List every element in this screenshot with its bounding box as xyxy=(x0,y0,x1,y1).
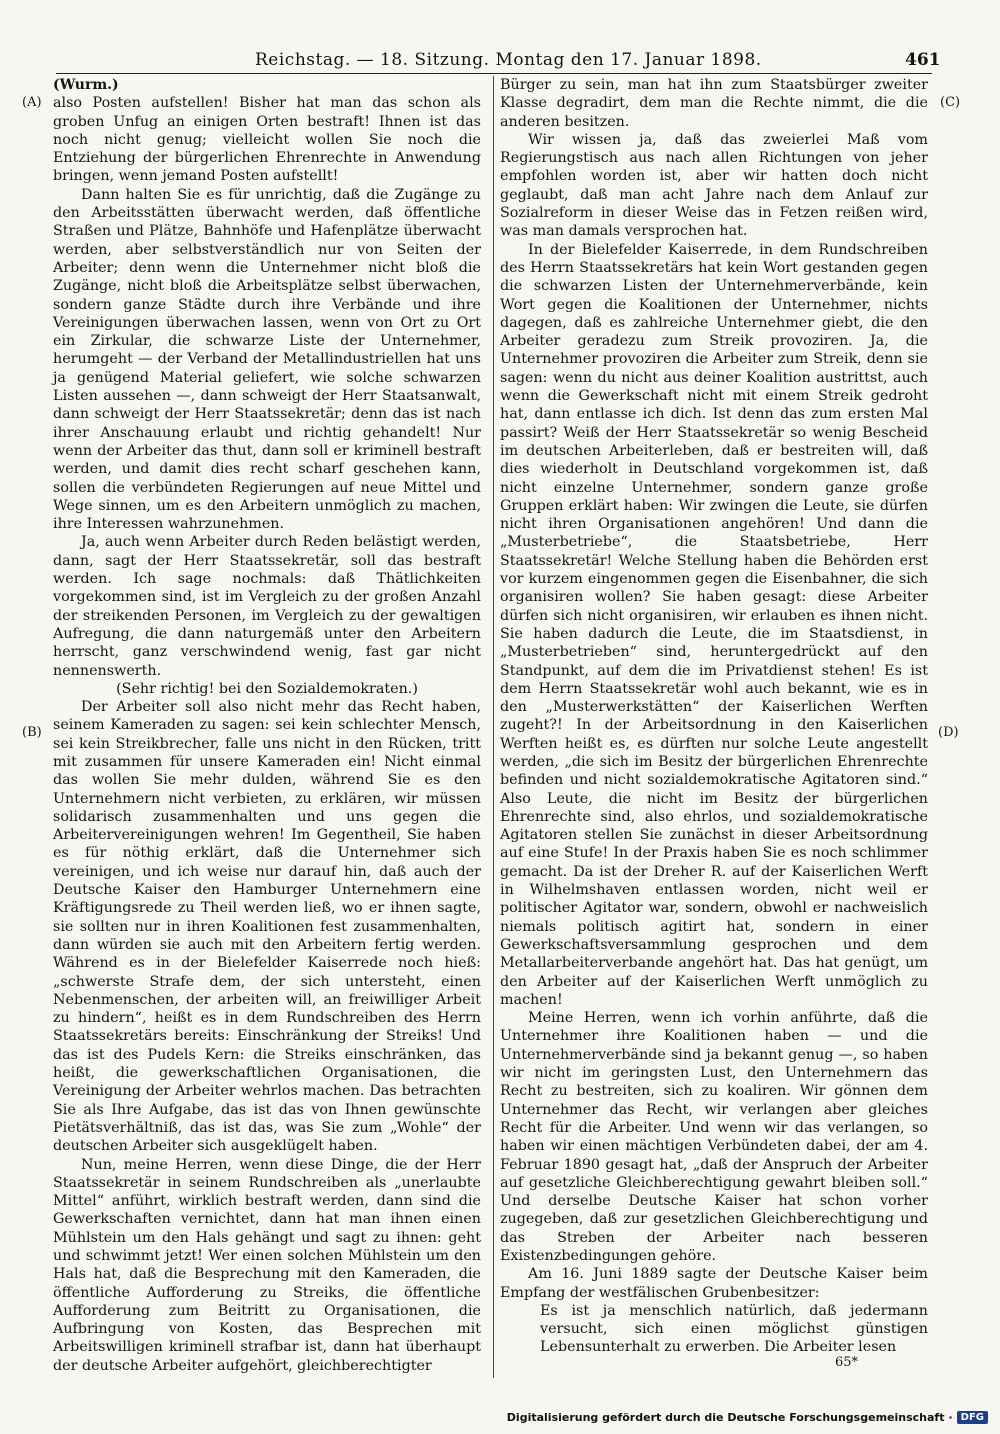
sheet-mark: 65* xyxy=(835,1355,859,1370)
speaker-name: (Wurm.) xyxy=(53,77,119,93)
left-column xyxy=(53,76,481,1375)
paragraph: Der Arbeiter soll also nicht mehr das Recht haben, seinem Kameraden zu sagen: sei kein schlechter Mensch, sei kein Streikbrecher, falle uns nicht in den Rücken, tritt mit zusammen für unsere Kameraden ein! Nicht einmal das wollen Sie mehr dulden, während Sie es den Unternehmern nicht verbieten, zu erklären, wir müssen solidarisch zusammenhalten und uns gegen die Arbeitervereinigungen wehren! Im Gegentheil, Sie haben es für nöthig erklärt, daß die Unternehmer sich vereinigen, und ich weise nur darauf hin, daß auch der Deutsche Kaiser den Hamburger Unternehmern eine Kräftigungsrede zu Theil werden ließ, wo er ihnen sagte, sie sollten nur in ihren Koalitionen fest zusammenhalten, dann würden sie auch mit den Arbeitern fertig werden. Während es in der Bielefelder Kaiserrede noch hieß: „schwerste Strafe dem, der sich untersteht, einen Nebenmenschen, der arbeiten will, an freiwilliger Arbeit zu hindern“, heißt es in dem Rundschreiben des Herrn Staatssekretärs bereits: Einschränkung der Streiks! Und das ist des Pudels Kern: die Streiks einschränken, das heißt, die gewerkschaftlichen Organisationen, die Vereinigung der Arbeiter wehrlos machen. Das betrachten Sie als Ihre Aufgabe, das ist das von Ihnen gewünschte Pietätsverhältniß, das ist das, was Sie zum „Wohle“ der deutschen Arbeiter sich ausgeklügelt haben. xyxy=(53,699,481,1155)
paragraph: Am 16. Juni 1889 sagte der Deutsche Kaiser beim Empfang der westfälischen Grubenbesitzer: xyxy=(500,1266,928,1301)
paragraph: Bürger zu sein, man hat ihn zum Staatsbürger zweiter Klasse degradirt, dem man die Rechte nimmt, die die anderen besitzen. xyxy=(500,77,928,130)
paragraph: Ja, auch wenn Arbeiter durch Reden belästigt werden, dann, sagt der Herr Staatssekretär, soll das bestraft werden. Ich sage nochmals: daß Thätlichkeiten vorgekommen sind, ist im Vergleich zu der großen Anzahl der streikenden Personen, im Vergleich zu der gewaltigen Aufregung, die dann naturgemäß unter den Arbeitern herrscht, ganz verschwindend wenig, fast gar nicht nennenswerth. xyxy=(53,534,481,679)
right-column xyxy=(500,76,928,1357)
paragraph: In der Bielefelder Kaiserrede, in dem Rundschreiben des Herrn Staatssekretärs hat kein Wort gestanden gegen die schwarzen Listen der Unternehmerverbände, kein Wort gegen die Koalitionen der Unternehmer, nichts dagegen, daß es zahlreiche Unternehmer giebt, die den Arbeiter geradezu zum Streik provoziren. Ja, die Unternehmer provoziren die Arbeiter zum Streik, denn sie sagen: wenn du nicht aus deiner Koalition austrittst, auch wenn die Gewerkschaft nicht mit einem Streik gedroht hat, dann entlasse ich dich. Ist denn das zum ersten Mal passirt? Weiß der Herr Staatssekretär so wenig Bescheid im deutschen Arbeiterleben, daß er bestreiten will, daß dies wiederholt in Deutschland vorgekommen ist, daß nicht einzelne Unternehmer, sondern ganze große Gruppen erklärt haben: Wir zwingen die Leute, sie dürfen nicht ihren Organisationen angehören! Und dann die „Musterbetriebe“, die Staatsbetriebe, Herr Staatssekretär! Welche Stellung haben die Behörden erst vor kurzem eingenommen gegen die Eisenbahner, die sich organisiren wollen? Sie haben gesagt: diese Arbeiter dürfen sich nicht organisiren, wir erlauben es ihnen nicht. Sie haben dadurch die Leute, die im Staatsdienst, in „Musterbetrieben“ sind, heruntergedrückt auf den Standpunkt, auf dem die im Privatdienst stehen! Es ist dem Herrn Staatssekretär wohl auch bekannt, wie es in den „Musterwerkstätten“ der Kaiserlichen Werften zugeht?! In der Arbeitsordnung in den Kaiserlichen Werften heißt es, es dürften nur solche Leute angestellt werden, „die sich im Besitz der bürgerlichen Ehrenrechte befinden und nicht sozialdemokratische Agitatoren sind.“ Also Leute, die nicht im Besitz der bürgerlichen Ehrenrechte sind, also ehrlos, und sozialdemokratische Agitatoren stellen Sie zunächst in dieser Arbeitsordnung auf eine Stufe! In der Praxis haben Sie es noch schlimmer gemacht. Da ist der Dreher R. auf der Kaiserlichen Werft in Wilhelmshaven entlassen worden, nicht weil er politischer Agitator war, sondern, obwohl er nachweislich niemals politisch agitirt hat, sondern in einer Gewerkschaftsversammlung gesprochen und dem Metallarbeiterverbande angehört hat. Das hat genügt, um den Arbeiter auf der Kaiserlichen Werft unmöglich zu machen! xyxy=(500,241,928,1008)
paragraph: Dann halten Sie es für unrichtig, daß die Zugänge zu den Arbeitsstätten überwacht werden, daß öffentliche Straßen und Plätze, Bahnhöfe und Hafenplätze überwacht werden, aber selbstverständlich nur von Seiten der Arbeiter; denn wenn die Unternehmer nicht bloß die Zugänge, nicht bloß die Arbeitsplätze selbst überwachen, sondern ganze Städte durch ihre Verbände und ihre Vereinigungen überwachen lassen, wenn von Ort zu Ort ein Zirkular, die schwarze Liste der Unternehmer, herumgeht — der Verband der Metallindustriellen hat uns ja genügend Material geliefert, wie solche schwarzen Listen aussehen —, dann schweigt der Herr Staatsanwalt, dann schweigt der Herr Staatssekretär; denn das ist nach ihrer Anschauung erlaubt und richtig gehandelt! Nur wenn der Arbeiter das thut, dann soll er kriminell bestraft werden, und damit dies recht scharf geschehen kann, sollen die verbündeten Regierungen auf neue Mittel und Wege sinnen, um es den Arbeitern unmöglich zu machen, ihre Interessen wahrzunehmen. xyxy=(53,186,481,533)
credit-text: Digitalisierung gefördert durch die Deutsche Forschungsgemeinschaft xyxy=(506,1411,945,1424)
interjection: (Sehr richtig! bei den Sozialdemokraten.) xyxy=(116,680,418,697)
header-title: Reichstag. — 18. Sitzung. Montag den 17. Januar 1898. xyxy=(255,50,762,70)
margin-marker-b: (B) xyxy=(22,725,42,740)
paragraph: Wir wissen ja, daß das zweierlei Maß vom Regierungstisch aus nach allen Richtungen von jeher empfohlen worden ist, aber wir hatten doch nicht geglaubt, daß man acht Jahre nach dem Anlauf zur Sozialreform in dieser Weise das in Fetzen reißen wird, was man damals versprochen hat. xyxy=(500,131,928,240)
separator-dot: · xyxy=(948,1411,953,1424)
header-rule xyxy=(56,73,932,74)
paragraph: Nun, meine Herren, wenn diese Dinge, die der Herr Staatssekretär in seinem Rundschreiben als „unerlaubte Mittel“ anführt, wirklich bestraft werden, dann sind die Gewerkschaften vernichtet, dann hat man ihnen einen Mühlstein um den Hals gehängt und sagt zu ihnen: geht und schwimmt jetzt! Wer einen solchen Mühlstein um den Hals hat, daß die Besprechung mit den Kameraden, die öffentliche Aufforderung zu Streiks, die öffentliche Aufforderung zum Beitritt zu Organisationen, die Aufbringung von Kosten, das Besprechen mit Arbeitswilligen kriminell strafbar ist, dann hat überhaupt der deutsche Arbeiter aufgehört, gleichberechtigter xyxy=(53,1156,481,1374)
paragraph: also Posten aufstellen! Bisher hat man das schon als groben Unfug an einigen Orten bestraft! Ihnen ist das noch nicht genug; vielleicht wollen Sie noch die Entziehung der bürgerlichen Ehrenrechte in Anwendung bringen, wenn jemand Posten aufstellt! xyxy=(53,95,481,185)
page-number: 461 xyxy=(905,50,941,70)
paragraph: Meine Herren, wenn ich vorhin anführte, daß die Unternehmer ihre Koalitionen haben — und die Unternehmerverbände sind ja bekannt genug —, so haben wir nicht im geringsten Lust, den Unternehmern das Recht zu bestreiten, sich zu koaliren. Wir gönnen dem Unternehmer das Recht, wir verlangen aber gleiches Recht für die Arbeiter. Und wenn wir das verlangen, so haben wir einen mächtigen Verbündeten dabei, der am 4. Februar 1890 gesagt hat, „daß der Anspruch der Arbeiter auf gesetzliche Gleichberechtigung gewahrt bleiben soll.“ Und derselbe Deutsche Kaiser hat schon vorher zugegeben, daß zur gesetzlichen Gleichberechtigung und das Streben der Arbeiter nach besseren Existenzbedingungen gehöre. xyxy=(500,1010,928,1264)
dfg-logo-icon: DFG xyxy=(957,1411,988,1424)
margin-marker-d: (D) xyxy=(938,725,959,740)
margin-marker-c: (C) xyxy=(940,95,961,110)
block-quote: Es ist ja menschlich natürlich, daß jedermann versucht, sich einen möglichst günstigen Lebensunterhalt zu erwerben. Die Arbeiter lesen xyxy=(540,1302,928,1356)
margin-marker-a: (A) xyxy=(22,95,42,110)
digitization-credit xyxy=(507,1411,988,1424)
column-divider xyxy=(493,76,494,1378)
